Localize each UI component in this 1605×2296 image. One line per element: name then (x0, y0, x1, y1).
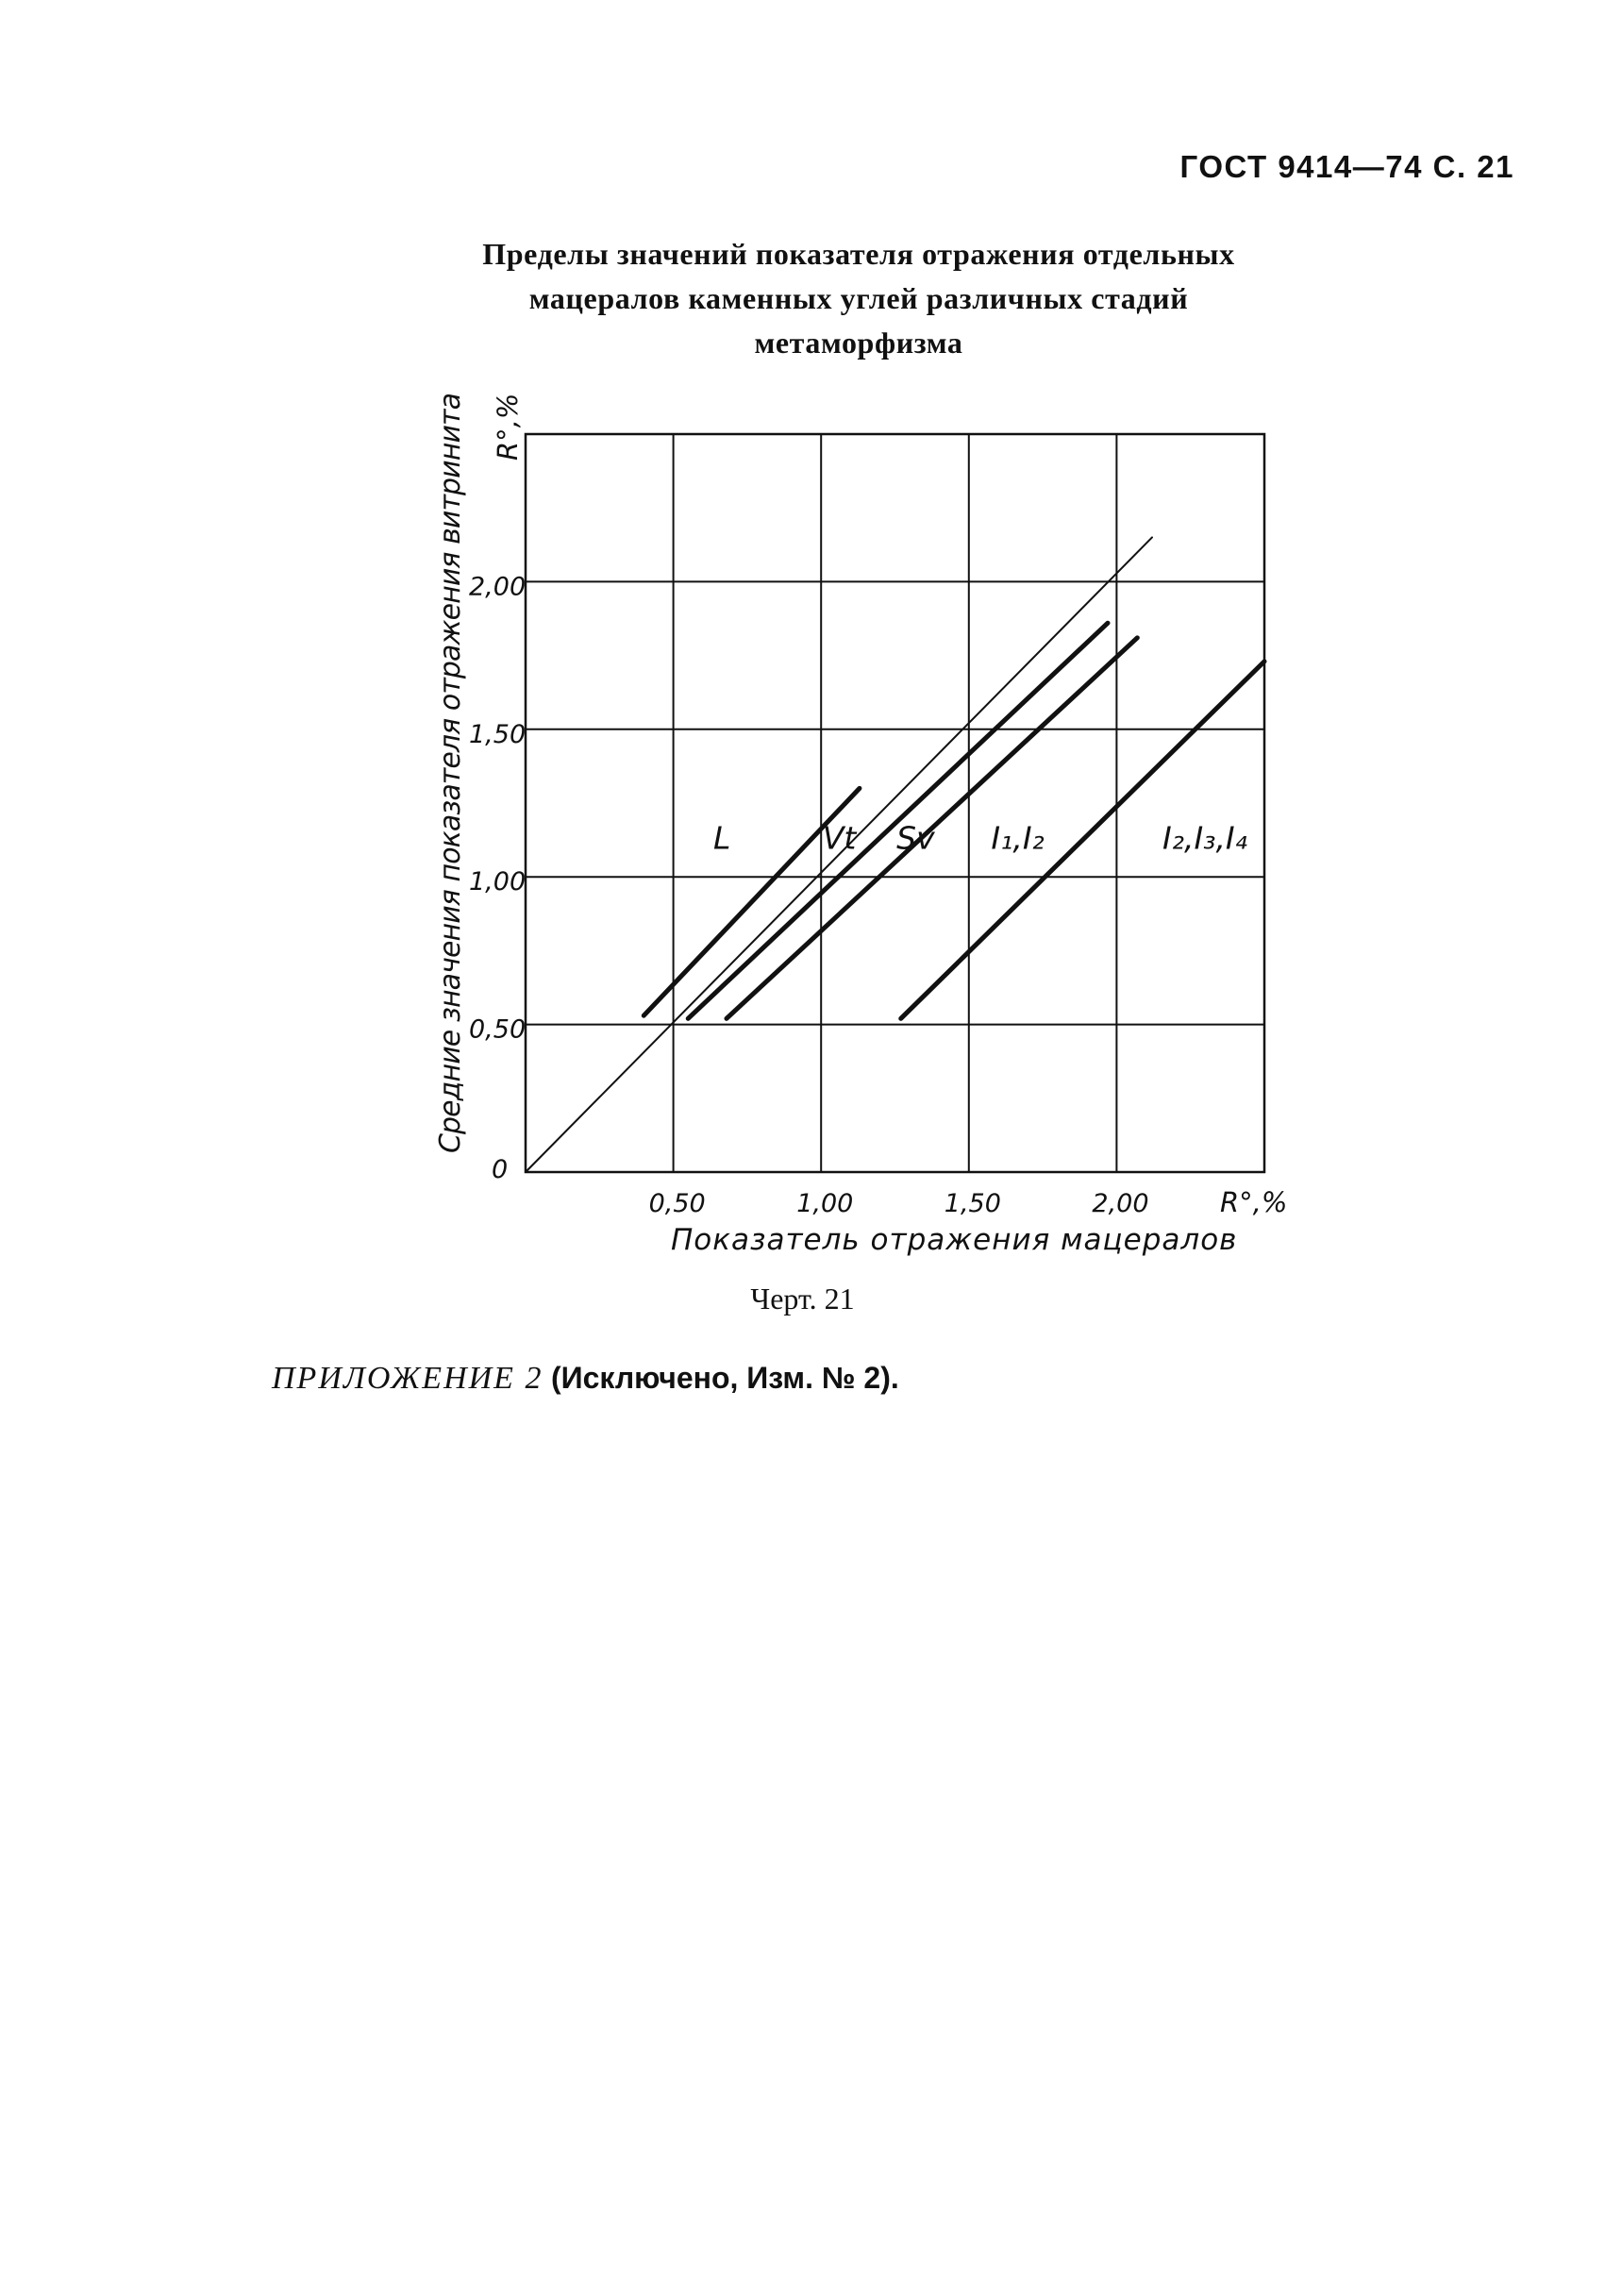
series-label-1: Vt (822, 819, 857, 857)
y-axis-title: Средние значения показателя отражения витринита (434, 393, 467, 1153)
grid-layer (526, 434, 1264, 1172)
series-label-4: I₂,I₃,I₄ (1162, 819, 1247, 857)
x-tick-label-3: 2,00 (1092, 1189, 1149, 1218)
page-header: ГОСТ 9414—74 С. 21 (1179, 149, 1514, 184)
x-axis-title: Показатель отражения мацералов (671, 1223, 1238, 1257)
y-tick-label-1: 1,00 (469, 867, 527, 897)
figure-caption: Черт. 21 (750, 1282, 855, 1316)
x-tick-label-2: 1,50 (944, 1189, 1001, 1218)
origin-label: 0 (492, 1155, 509, 1184)
title-line-1: Пределы значений показателя отражения отдельных (482, 237, 1235, 271)
appendix-note (272, 1361, 899, 1397)
series-label-0: L (712, 819, 731, 857)
x-tick-label-1: 1,00 (796, 1189, 854, 1218)
x-tick-label-0: 0,50 (648, 1189, 706, 1218)
series-label-2: Sv (896, 819, 935, 857)
appendix-title: ПРИЛОЖЕНИЕ 2 (272, 1361, 543, 1396)
series-layer (526, 537, 1264, 1172)
y-tick-label-2: 1,50 (469, 719, 527, 749)
title-line-2: мацералов каменных углей различных стадий (528, 281, 1189, 315)
series-label-3: I₁,I₂ (991, 819, 1045, 857)
appendix-status: (Исключено, Изм. № 2). (550, 1361, 899, 1395)
y-tick-label-0: 0,50 (469, 1014, 527, 1045)
plot-frame (526, 434, 1264, 1172)
x-unit-label: R°,% (1220, 1186, 1288, 1218)
label-layer (434, 393, 1287, 1257)
title-line-3: метаморфизма (754, 326, 963, 360)
y-tick-label-3: 2,00 (469, 572, 527, 602)
y-unit-label: R°,% (492, 393, 524, 461)
